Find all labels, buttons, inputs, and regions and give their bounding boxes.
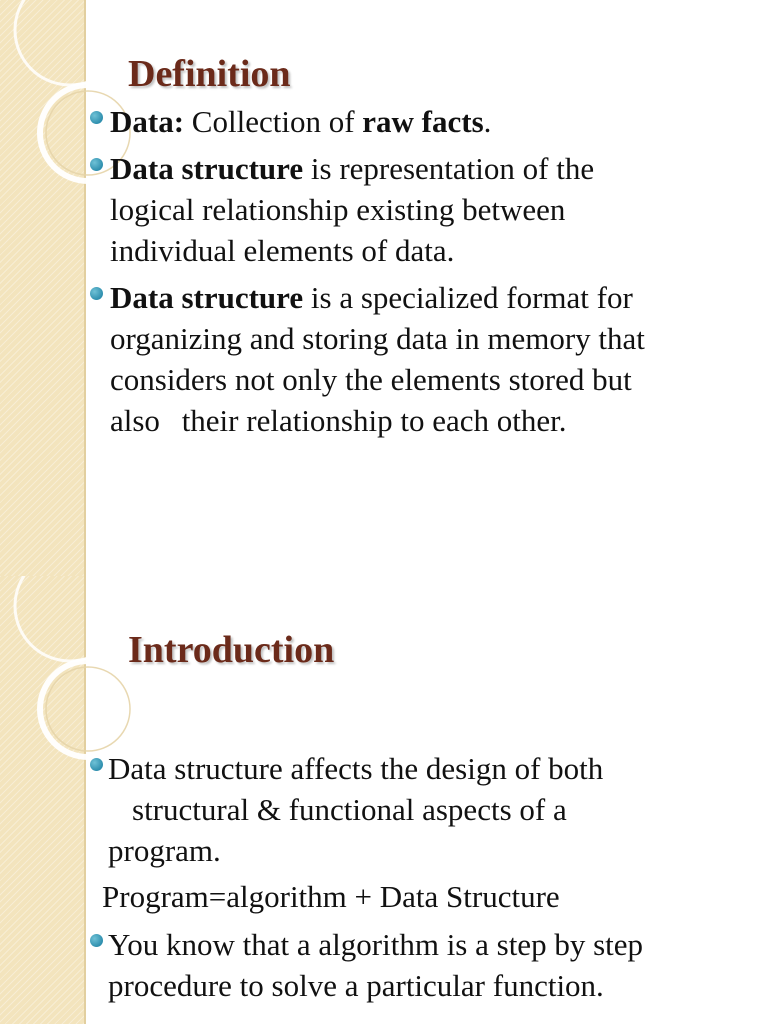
bullet-icon [90,287,103,300]
bullet-term: Data: [110,104,185,139]
bullet-text: . [483,104,492,139]
bullet-text: is a specialized format for [303,280,633,315]
bullet-text: considers not only the elements stored but [110,362,632,397]
bullet-text: You know that a algorithm is a step by step [108,927,644,962]
bullet-term: Data structure [110,151,304,186]
list-item [90,148,740,271]
bullet-text: logical relationship existing between [110,192,566,227]
bullet-icon [90,758,103,771]
slide-introduction [0,576,768,1024]
bullet-text: organizing and storing data in memory that [110,321,645,356]
bullet-text: individual elements of data. [110,233,455,268]
bullet-text: is representation of the [303,151,595,186]
bullet-term: Data structure [110,280,304,315]
list-item [90,924,740,1006]
list-item [90,101,740,142]
bullet-icon [90,934,103,947]
list-item [90,748,740,871]
bullet-text: Collection of [184,104,363,139]
bullet-text: their relationship to each other. [181,403,567,438]
bullet-text: structural & functional aspects of a [132,792,567,827]
slide-title: Introduction [128,629,335,671]
bullet-text: Data structure affects the design of both [108,751,604,786]
bullet-text: also [110,403,160,438]
bullet-text: procedure to solve a particular function. [108,968,604,1003]
bullet-icon [90,111,103,124]
formula-text: Program=algorithm + Data Structure [102,879,560,914]
bullet-emphasis: raw facts [362,104,484,139]
list-item [90,277,740,441]
bullet-icon [90,158,103,171]
bullet-text: program. [108,833,221,868]
slide-title: Definition [128,53,291,95]
